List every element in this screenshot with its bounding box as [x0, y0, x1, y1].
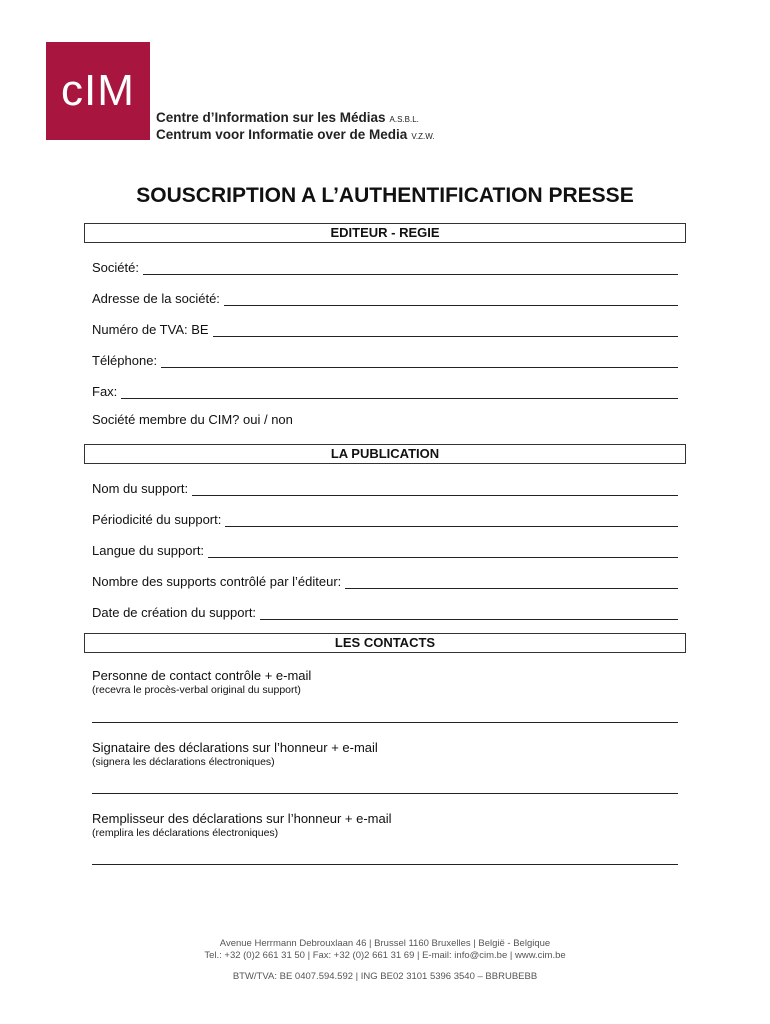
field-label: Téléphone:: [92, 353, 158, 368]
field-label: Date de création du support:: [92, 605, 257, 620]
field-label: Société:: [92, 260, 139, 275]
field-langue[interactable]: [92, 540, 678, 558]
fill-line[interactable]: [143, 261, 678, 275]
field-adresse[interactable]: [92, 288, 678, 306]
contact-signataire-title: Signataire des déclarations sur l’honneur + e-mail: [92, 740, 378, 755]
field-nombre-supports[interactable]: [92, 571, 678, 589]
field-tva[interactable]: [92, 319, 678, 337]
footer-address: Avenue Herrmann Debrouxlaan 46 | Brussel 1160 Bruxelles | België - Belgique: [219, 938, 551, 949]
field-date-creation[interactable]: [92, 602, 678, 620]
org-name-fr: Centre d’Information sur les Médias A.S.B.L.: [156, 110, 419, 125]
logo-text: cIM: [61, 66, 135, 115]
field-label: Adresse de la société:: [92, 291, 220, 306]
fill-line[interactable]: [260, 606, 678, 620]
field-label: Fax:: [92, 384, 118, 399]
document-title: SOUSCRIPTION A L’AUTHENTIFICATION PRESSE: [136, 184, 634, 207]
field-societe[interactable]: [92, 257, 678, 275]
org-name-nl: Centrum voor Informatie over de Media V.Z.W.: [156, 127, 435, 142]
fill-line[interactable]: [208, 544, 678, 558]
fill-line[interactable]: [192, 482, 678, 496]
field-fax[interactable]: [92, 381, 678, 399]
section-heading-publication: LA PUBLICATION: [84, 444, 686, 464]
org-suffix-fr: A.S.B.L.: [389, 115, 419, 124]
contact-signataire-line[interactable]: [92, 793, 678, 794]
fill-line[interactable]: [224, 292, 678, 306]
contact-remplisseur-title: Remplisseur des déclarations sur l’honneur + e-mail: [92, 811, 392, 826]
contact-controle-title: Personne de contact contrôle + e-mail: [92, 668, 312, 683]
contact-remplisseur-line[interactable]: [92, 864, 678, 865]
contact-remplisseur-note: (remplira les déclarations électroniques): [92, 827, 279, 839]
field-label: Périodicité du support:: [92, 512, 222, 527]
field-membre-cim[interactable]: Société membre du CIM? oui / non: [92, 412, 293, 427]
field-label: Nom du support:: [92, 481, 189, 496]
cim-logo: [46, 42, 150, 140]
fill-line[interactable]: [121, 385, 678, 399]
contact-controle-note: (recevra le procès-verbal original du support): [92, 684, 301, 696]
contact-controle-line[interactable]: [92, 722, 678, 723]
contact-signataire-note: (signera les déclarations électroniques): [92, 756, 275, 768]
section-heading-editeur: EDITEUR - REGIE: [84, 223, 686, 243]
org-suffix-nl: V.Z.W.: [411, 132, 435, 141]
field-nom-support[interactable]: [92, 478, 678, 496]
fill-line[interactable]: [161, 354, 678, 368]
fill-line[interactable]: [225, 513, 678, 527]
footer-contact: Tel.: +32 (0)2 661 31 50 | Fax: +32 (0)2 661 31 69 | E-mail: info@cim.be | www.cim.be: [204, 950, 566, 961]
field-label: Nombre des supports contrôlé par l’éditeur:: [92, 574, 342, 589]
field-periodicite[interactable]: [92, 509, 678, 527]
fill-line[interactable]: [213, 323, 678, 337]
field-label: Numéro de TVA: BE: [92, 322, 209, 337]
fill-line[interactable]: [345, 575, 678, 589]
footer-bank: BTW/TVA: BE 0407.594.592 | ING BE02 3101 5396 3540 – BBRUBEBB: [232, 971, 538, 982]
field-telephone[interactable]: [92, 350, 678, 368]
field-label: Langue du support:: [92, 543, 205, 558]
section-heading-contacts: LES CONTACTS: [84, 633, 686, 653]
